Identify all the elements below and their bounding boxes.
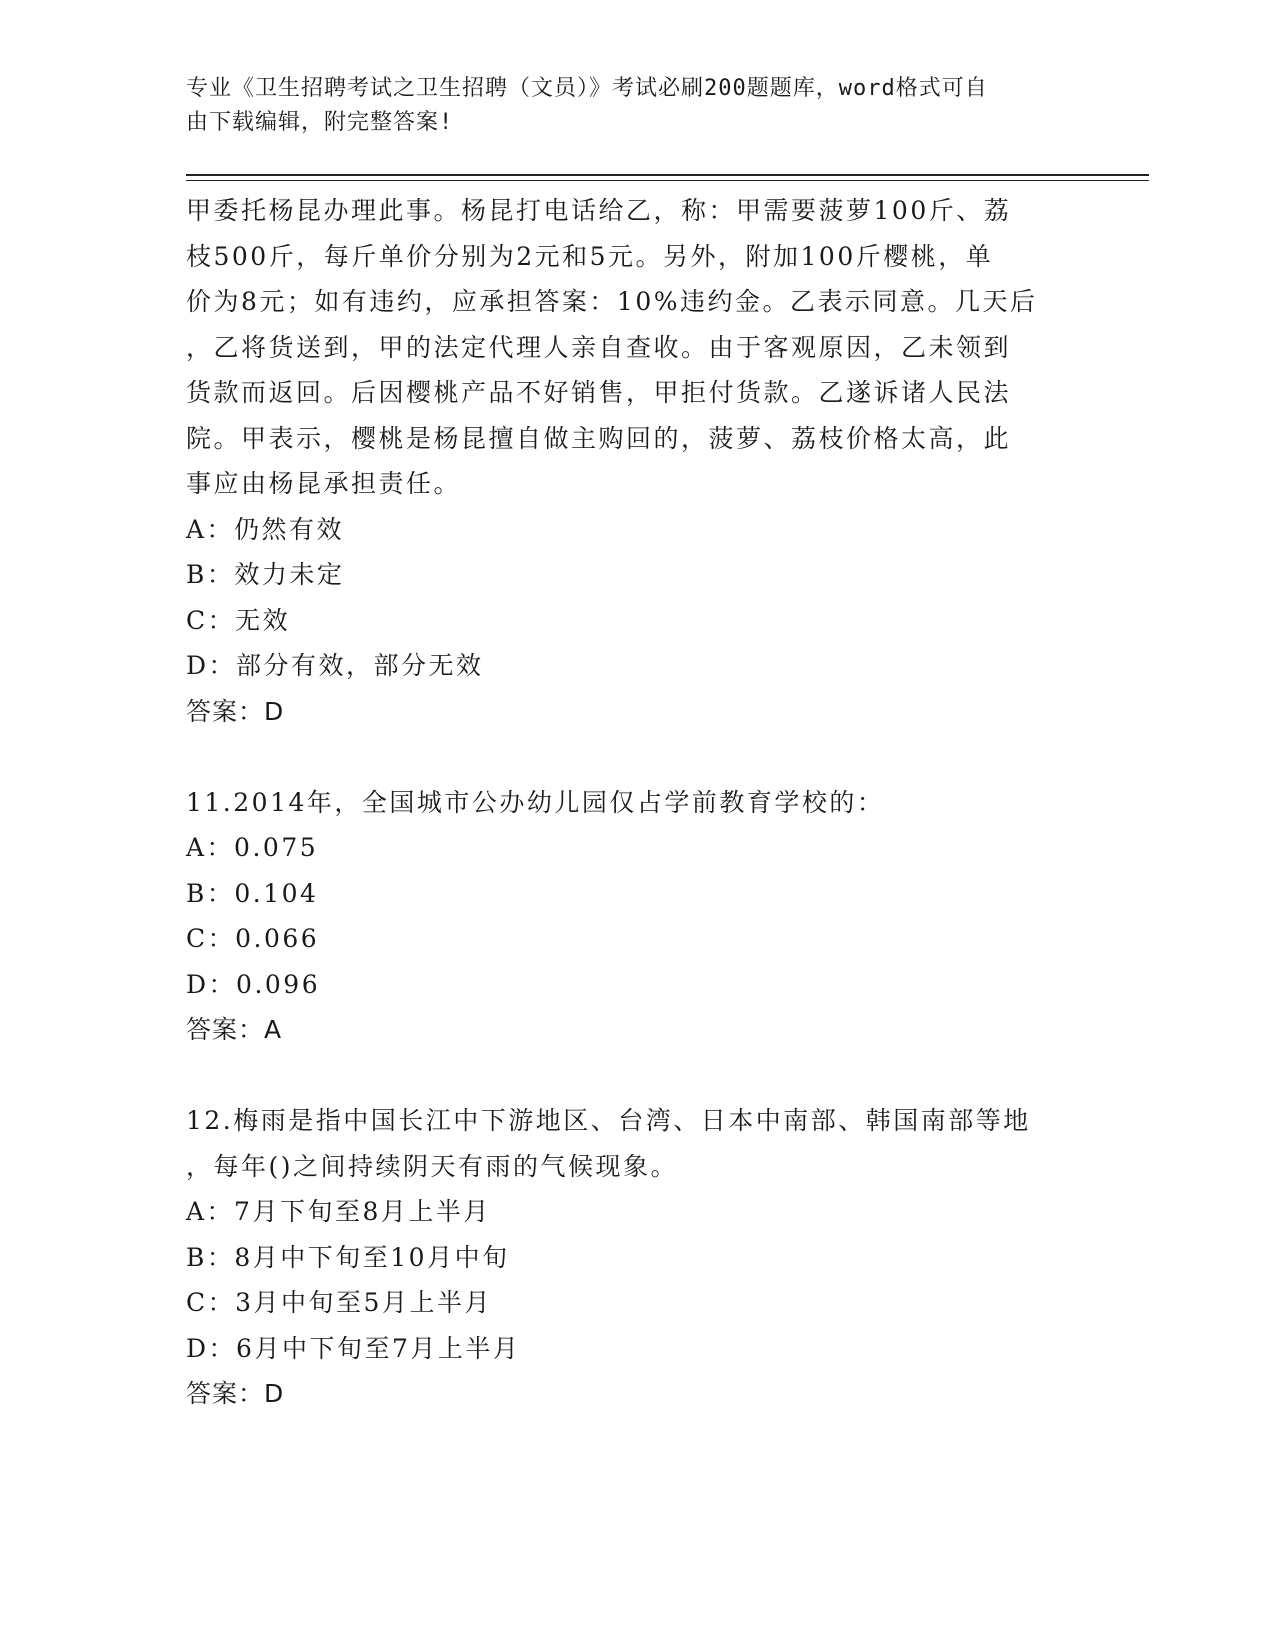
- question-text-line: 枝500斤，每斤单价分别为2元和5元。另外，附加100斤樱桃，单: [186, 241, 994, 271]
- question-10: [186, 188, 1086, 734]
- option-a: A：0.075: [186, 833, 319, 862]
- question-text-line: 价为8元；如有违约，应承担答案：10%违约金。乙表示同意。几天后: [186, 287, 1038, 316]
- option-a: A：仍然有效: [186, 514, 345, 544]
- question-text-line: 12.梅雨是指中国长江中下游地区、台湾、日本中南部、韩国南部等地: [186, 1106, 1031, 1135]
- question-list: [186, 188, 1086, 1417]
- question-spacer: [186, 1053, 1086, 1099]
- option-b: B：效力未定: [186, 560, 345, 589]
- option-a: A：7月下旬至8月上半月: [186, 1197, 491, 1226]
- option-d: D：部分有效，部分无效: [186, 651, 484, 680]
- option-b: B：8月中下旬至10月中旬: [186, 1242, 510, 1272]
- option-b: B：0.104: [186, 878, 319, 908]
- answer-line: 答案：A: [186, 1015, 283, 1044]
- question-spacer: [186, 734, 1086, 780]
- header-line-1: 专业《卫生招聘考试之卫生招聘（文员）》考试必刷200题题库，word格式可自: [186, 76, 988, 101]
- header-divider-thin: [186, 180, 1149, 181]
- header-divider-thick: [186, 174, 1149, 176]
- document-header: [186, 72, 1066, 140]
- option-c: C：0.066: [186, 924, 320, 953]
- option-d: D：6月中下旬至7月上半月: [186, 1333, 521, 1363]
- header-line-2: 由下载编辑，附完整答案!: [186, 110, 454, 135]
- option-d: D：0.096: [186, 969, 321, 999]
- question-text-line: 甲委托杨昆办理此事。杨昆打电话给乙，称：甲需要菠萝100斤、荔: [186, 196, 1012, 225]
- option-c: C：3月中旬至5月上半月: [186, 1288, 492, 1317]
- question-text-line: 院。甲表示，樱桃是杨昆擅自做主购回的，菠萝、荔枝价格太高，此: [186, 423, 1012, 453]
- question-text-line: ，乙将货送到，甲的法定代理人亲自查收。由于客观原因，乙未领到: [186, 332, 1012, 362]
- question-text-line: ，每年()之间持续阴天有雨的气候现象。: [186, 1151, 679, 1181]
- answer-line: 答案：D: [186, 1379, 285, 1408]
- question-11: [186, 780, 1086, 1053]
- answer-line: 答案：D: [186, 696, 285, 726]
- question-text-line: 货款而返回。后因樱桃产品不好销售，甲拒付货款。乙遂诉诸人民法: [186, 378, 1012, 407]
- question-text-line: 11.2014年，全国城市公办幼儿园仅占学前教育学校的：: [186, 787, 885, 817]
- question-12: [186, 1098, 1086, 1417]
- question-text-line: 事应由杨昆承担责任。: [186, 469, 462, 498]
- option-c: C：无效: [186, 605, 291, 635]
